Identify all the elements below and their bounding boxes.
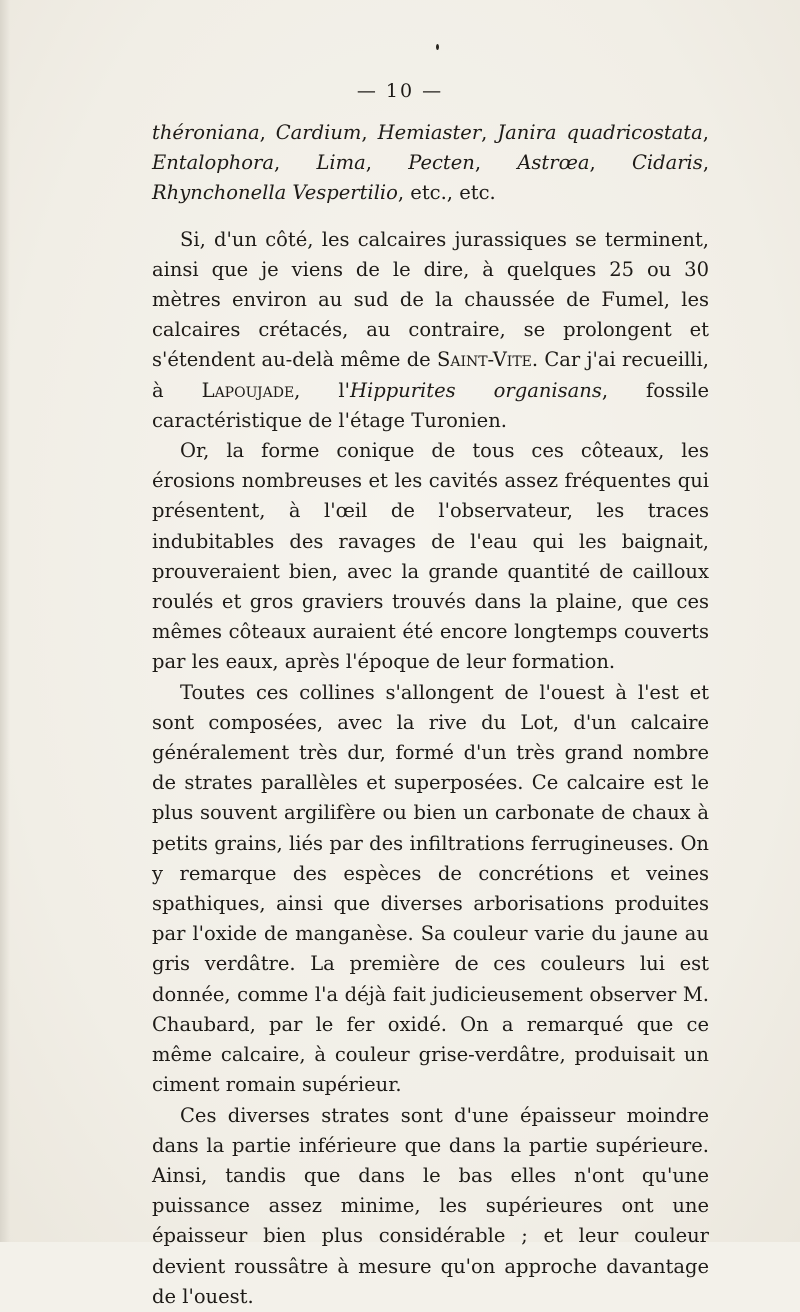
page-edge-shadow [0, 0, 10, 1242]
paragraph [152, 118, 709, 209]
place-name: Lapoujade [201, 378, 295, 402]
text-run: , [273, 151, 317, 175]
text-run: , [481, 121, 498, 144]
italic-term: Pecten [408, 151, 475, 175]
text-run: , [589, 151, 632, 175]
italic-term: Hippurites organisans [349, 378, 602, 402]
text-run: Ces diverses strates sont d'une épaisseur moindre dans la partie inférieure que dans la partie supérieure. Ainsi, tandis que dans le bas elles n'ont qu'une puissance assez minime, les supérieures ont une épaisseur bien plus considérable ; et leur couleur devient roussâtre à mesure qu'on approche davantage de l'ouest. [152, 1103, 709, 1308]
text-run: , [702, 121, 709, 144]
text-run: Or, la forme conique de tous ces côteaux, les érosions nombreuses et les cavités assez fréquentes qui présentent, à l'œil de l'observateur, les traces indubitables des ravages de l'eau qui les baignait, prouveraient bien, avec la grande quantité de cailloux roulés et gros graviers trouvés dans la plaine, que ces mêmes côteaux auraient été encore longtemps couverts par les eaux, après l'époque de leur formation. [152, 439, 709, 674]
text-run: , [702, 151, 710, 175]
text-run: , [259, 121, 276, 144]
paragraph [152, 1101, 709, 1312]
ink-speck [436, 44, 439, 50]
paragraph [152, 436, 709, 678]
italic-term: Entalophora [152, 151, 274, 175]
text-run: Toutes ces collines s'allongent de l'ouest à l'est et sont composées, avec la rive du Lot, d'un calcaire généralement très dur, formé d'un très grand nombre de strates parallèles et superposées. Ce calcaire est le plus souvent argilifère ou bien un carbonate de chaux à petits grains, liés par des infiltrations ferrugineuses. On y remarque des espèces de concrétions et veines spathiques, ainsi que diverses arborisations produites par l'oxide de manganèse. Sa couleur varie du jaune au gris verdâtre. La première de ces couleurs lui est donnée, comme l'a déjà fait judicieusement observer M. Chaubard, par le fer oxidé. On a remarqué que ce même calcaire, à couleur grise-verdâtre, produisait un ciment romain supérieur. [152, 680, 709, 1097]
text-run: , l' [294, 378, 350, 402]
paragraph [152, 225, 709, 436]
body-text [152, 118, 709, 1312]
italic-term: Rhynchonella Vespertilio [152, 181, 398, 205]
italic-term: Lima [316, 151, 366, 175]
text-run: , [474, 151, 518, 175]
italic-term: Cardium [275, 121, 362, 144]
italic-term: Hemiaster [377, 121, 482, 144]
place-name: Saint-Vite [436, 348, 532, 372]
text-run: . Car j'ai recueilli, à [152, 348, 709, 402]
text-run: , etc., etc. [397, 181, 496, 205]
page-number: — 10 — [356, 80, 444, 102]
text-run: , [365, 151, 409, 175]
italic-term: théroniana [152, 121, 260, 144]
text-run: , fossile caractéristique de l'étage Turonien. [152, 378, 709, 432]
text-run: , [361, 121, 378, 144]
text-run: Si, d'un côté, les calcaires jurassiques se terminent, ainsi que je viens de le dire, à quelques 25 ou 30 mètres environ au sud de la chaussée de Fumel, les calcaires crétacés, au contraire, se prolongent et s'étendent au-delà même de [152, 227, 709, 372]
italic-term: Astrœa [517, 151, 590, 175]
italic-term: Cidaris [631, 151, 703, 175]
paragraph [152, 678, 709, 1101]
italic-term: Janira quadricostata [497, 121, 703, 144]
